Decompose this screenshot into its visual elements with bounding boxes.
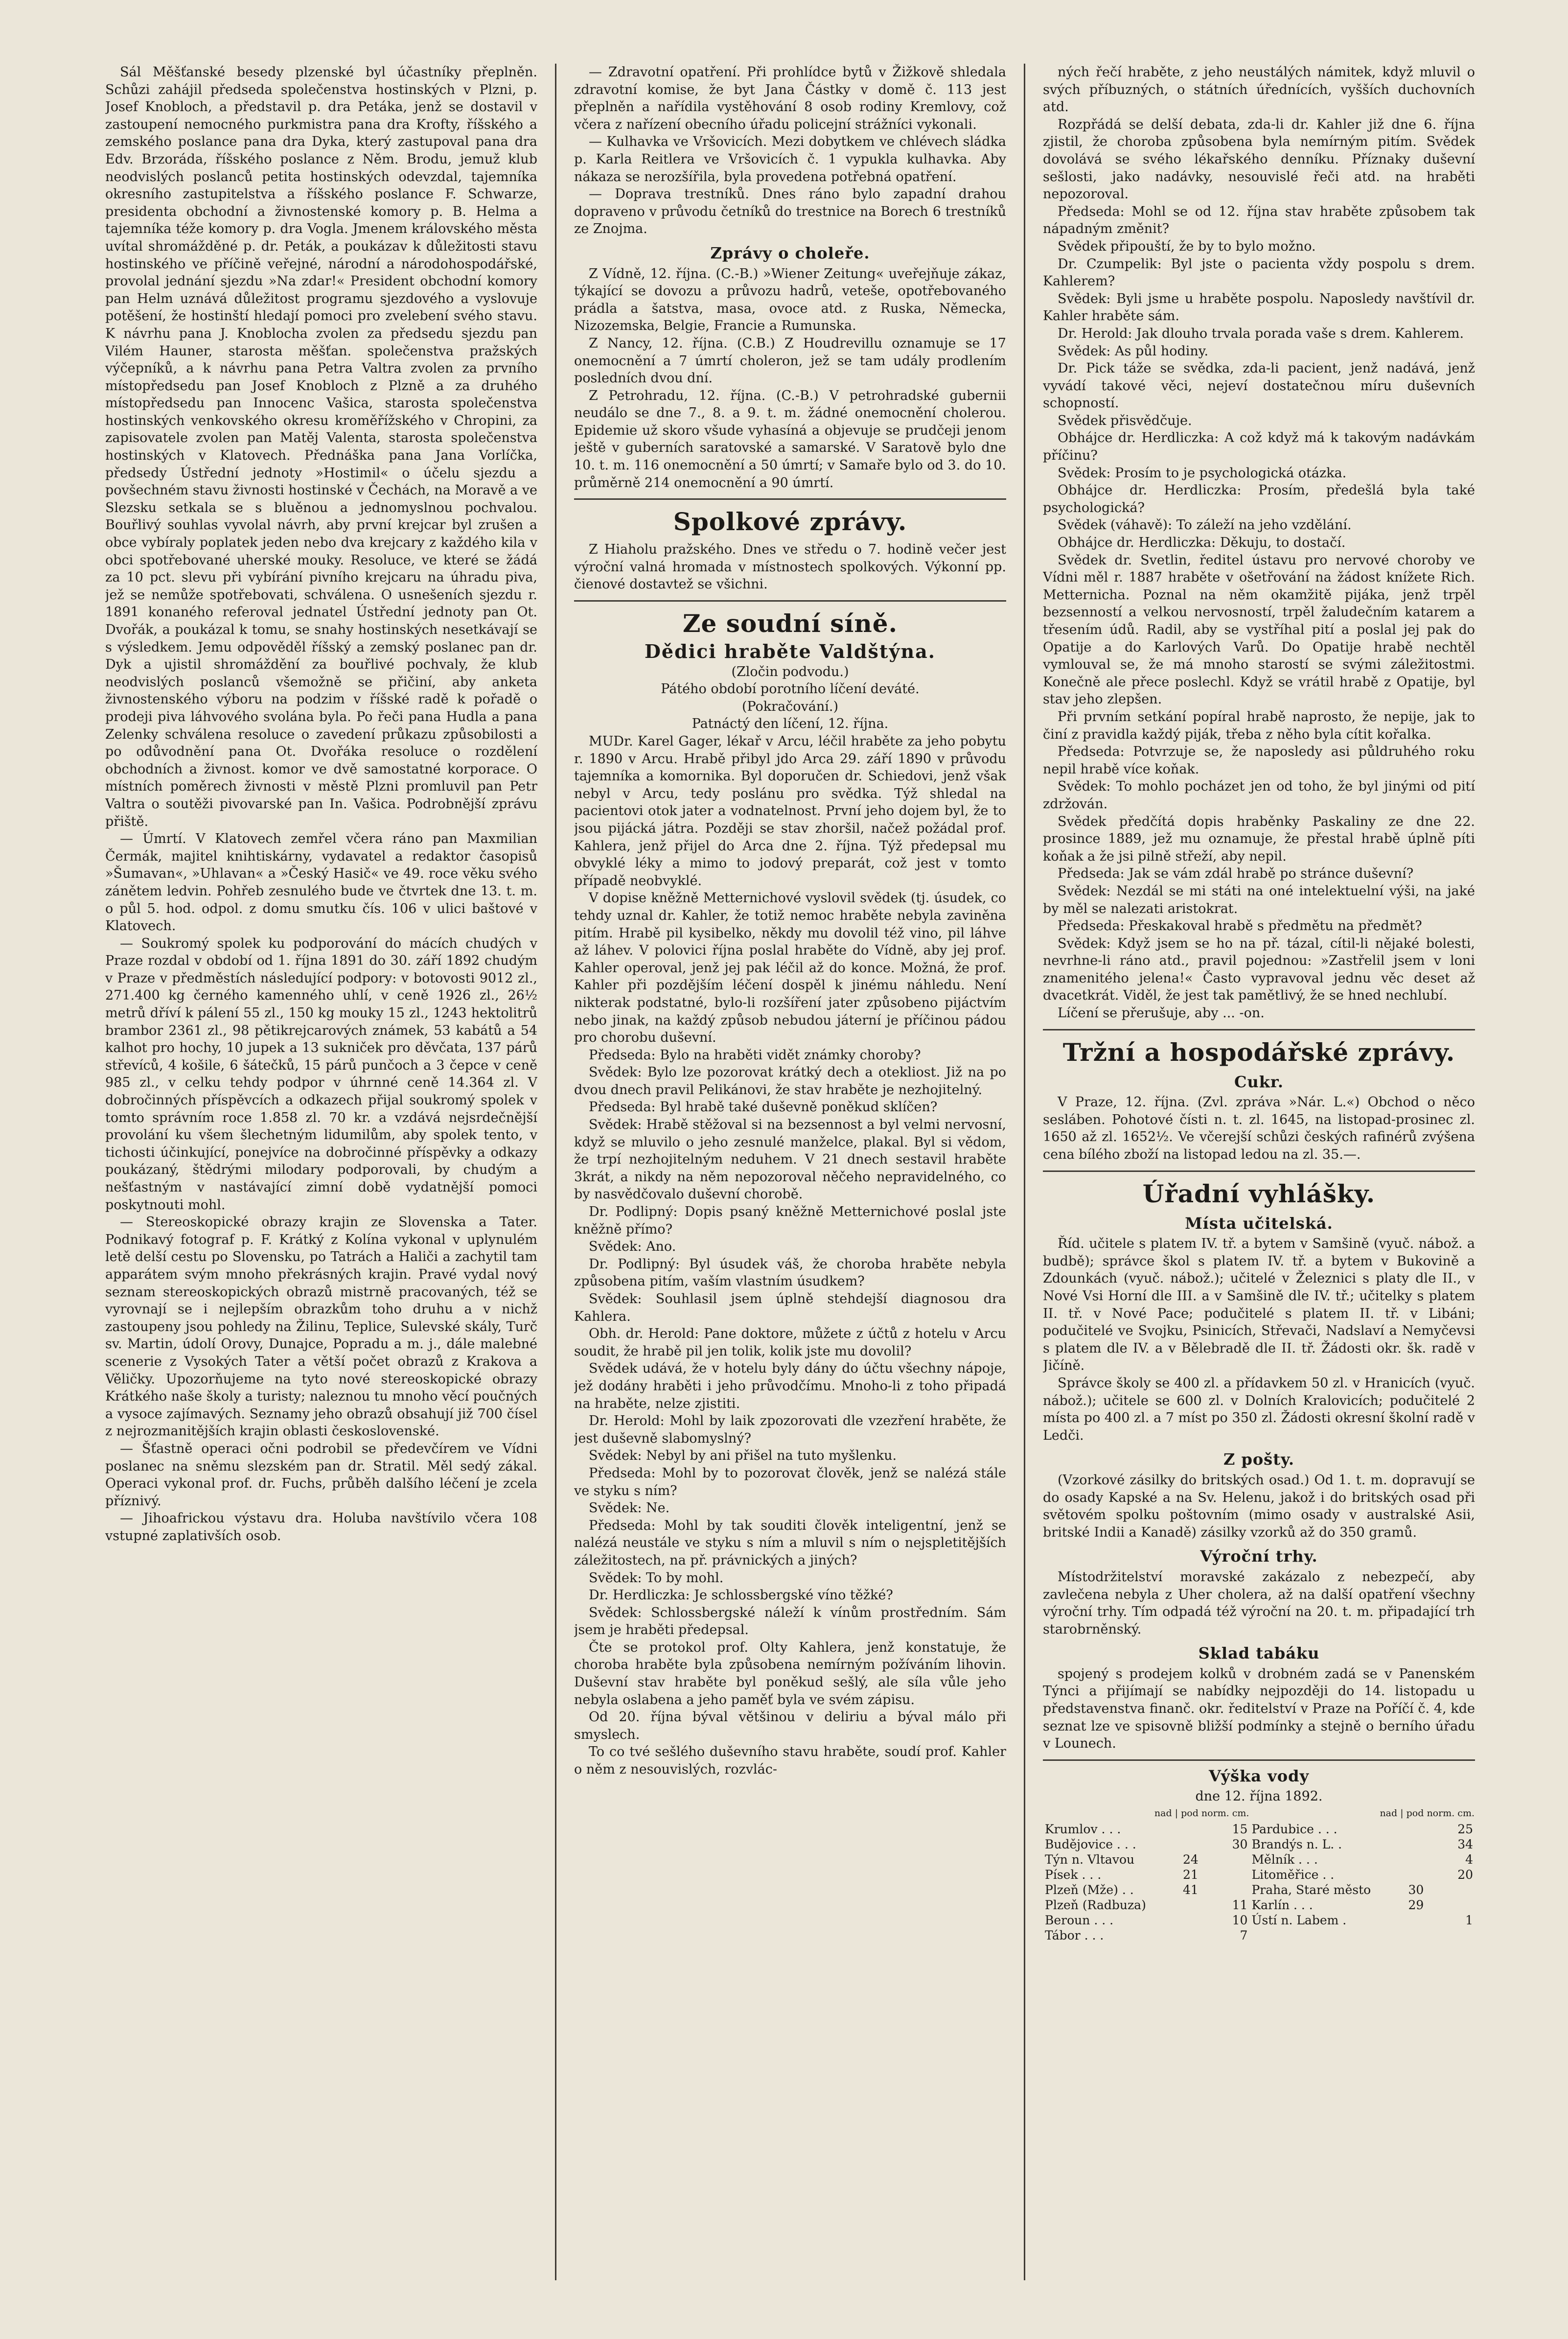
level-value: 7 [1240,1928,1248,1943]
level-value [1377,1837,1426,1852]
level-value [1377,1822,1426,1837]
article-paragraph: Svědek připouští, že by to bylo možno. [1058,238,1316,254]
article-paragraph: Svědek přisvědčuje. [1058,413,1192,428]
level-value [1151,1837,1200,1852]
article-paragraph: Svědek: Ano. [589,1239,676,1255]
article-paragraph: Svědek: Ne. [589,1500,670,1516]
article-paragraph: spojený s prodejem kolků v drobném zadá se v Panenském Týnci a přijímají se nabídky nejpozději do 14. listopadu u představenstva finanč. okr. ředitelství v Praze na Poříčí č. 4, kde seznat lze ve spisovně bližší podmínky a stejně o berního úřadu v Lounech. [1043,1666,1475,1752]
level-value: 15 [1232,1822,1248,1837]
article-paragraph: Z Nancy, 12. října. (C.B.) Z Houdrevillu oznamuje se 17 onemocnění a 7 úmrtí choleron, jež se tam udály prodlením posledních dvou dní. [574,335,1006,386]
article-paragraph: Z Petrohradu, 12. října. (C.-B.) V petrohradské gubernii neudálo se dne 7., 8. a 9. t. m. žádné onemocnění cholerou. Epidemie už skoro všude vyhasíná a objevuje se prudčeji jenom ještě v guberních saratovské a samarské. V Saratově bylo dne 10. t. m. 116 onemocnění a 50 úmrtí; v Samaře bylo od 3. do 10. průměrně 214 onemocnění a 90 úmrtí. [574,388,1006,491]
level-value: 41 [1182,1883,1199,1897]
article-paragraph: Svědek: To by mohl. [589,1570,724,1586]
section-rule [574,600,1006,602]
level-value [1426,1928,1475,1943]
station-name: Budějovice . . . [1045,1837,1136,1852]
article-paragraph: Svědek: Souhlasil jsem úplně stehdejší diagnosou dra Kahlera. [574,1291,1006,1324]
centered-line: Patnáctý den líčení, 12. října. [692,716,889,732]
article-paragraph: Svědek: Když jsem se ho na př. tázal, cítil-li nějaké bolesti, nevrhne-li ráno atd., pravil pojednou: »Zastřelil jsem v loni znamenitého jelena!« Často vypravoval jednu věc deset až dvacetkrát. Viděl, že jest tak pamětlivý, že se hned nechlubí. [1043,936,1475,1004]
station-name: Písek . . . [1045,1868,1102,1882]
section-rule [574,498,1006,500]
section-heading: Dědici hraběte Valdštýna. [644,640,936,663]
article-paragraph: Předseda: Mohl by to pozorovat člověk, jenž se nalézá stále ve styku s ním? [574,1465,1006,1498]
station-name: Beroun . . . [1045,1913,1114,1928]
article-paragraph: Obhájce dr. Herdliczka: Prosím, předešlá byla také psychologická? [1043,483,1475,515]
section-heading: Z pošty. [1223,1450,1295,1469]
column-1 [105,64,537,2280]
article-paragraph: Předseda: Potvrzuje se, že naposledy asi půldruhého roku nepil hrabě více koňak. [1043,744,1475,777]
level-value [1377,1928,1426,1943]
level-value [1426,1897,1475,1913]
level-value [1200,1852,1250,1867]
table-row [1043,1852,1475,1867]
section-heading: Úřadní vyhlášky. [1142,1179,1376,1208]
article-paragraph: Z Vídně, 12. října. (C.-B.) »Wiener Zeitung« uveřejňuje zákaz, týkající se dovozu a průvozu hadrů, veteše, opotřebovaného prádla a šatstva, masa, ovoce atd. z Ruska, Německa, Nizozemska, Belgie, Francie a Rumunska. [574,266,1006,334]
table-row [1043,1928,1475,1943]
article-paragraph: Sál Měšťanské besedy plzenské byl účastníky přeplněn. Schůzi zahájil předseda společenstva hostinských v Plzni, p. Josef Knobloch, a představil p. dra Petáka, jenž se dostavil v zastoupení nemocného purkmistra pana dra Krofty, říšského a zemského poslance pana dra Dyka, který zastupoval pana dra Edv. Brzoráda, říšského poslance z Něm. Brodu, jemuž klub neodvislých poslanců petita hostinských odevzdal, tajemníka okresního zastupitelstva a říšského poslance F. Schwarze, presidenta obchodní a živnostenské komory p. B. Helma a tajemníka téže komory p. dra Vogla. Jmenem královského města uvítal shromážděné p. dr. Peták, a poukázav k důležitosti stavu hostinského ve příčině veřejné, národní a národohospodářské, provolal jednání sjezdu »Na zdar!« President obchodní komory pan Helm uznává důležitost programu sjezdového a vyslovuje potěšení, že hostinští hledají pomoci pro zvelebení svého stavu. K návrhu pana J. Knoblocha zvolen za předsedu sjezdu pan Vilém Hauner, starosta měšťan. společenstva pražských výčepníků, a k návrhu pana Petra Valtra zvolen za prvního místopředsedu pan Josef Knobloch z Plzně a za druhého místopředsedu pan Innocenc Vašica, starosta společenstva hostinských venkovského okresu kroměřížského v Chropini, za zapisovatele zvolen pan Matěj Valenta, starosta společenstva hostinských v Klatovech. Přednáška pana Jana Vorlíčka, předsedy Ústřední jednoty »Hostimil« o účelu sjezdu a povšechném stavu živnosti hostinské v Čechách, na Moravě a ve Slezsku setkala se s bluěnou a jednomyslnou pochvalou. Bouřlivý souhlas vyvolal návrh, aby první krejcar byl zrušen a obce vybíraly poplatek jeden nebo dva krejcary z každého kila v obci spotřebované uherské mouky. Resoluce, ve které se žádá za 10 pct. slevu při vybírání pivního krejcaru na úhradu piva, jež se nemůže spotřebovati, schválena. O usnešeních sjezdu r. 1891 konaného referoval jednatel Ústřední jednoty pan Ot. Dvořák, a poukázal k tomu, se snahy hostinských nesetkávají se s výsledkem. Jemu odpověděl říšský a zemský poslanec pan dr. Dyk a ujistil shromáždění za bouřlivé pochvaly, že klub neodvislých poslanců všemožně se přičiní, aby anketa živnostenského výboru na podzim v říšské radě k pořadě o prodeji piva láhvového svolána byla. Po řeči pana Hudla a pana Zelenky schválena resoluce o zavedení průkazu způsobilosti a po odůvodnění pana Ot. Dvořáka resoluce o rozdělení obchodních a živnost. komor ve dvě samostatné korporace. O místních poměrech živnosti v městě Plzni promluvil pan Petr Valtra o soutěži pivovarské pan In. Vašica. Podrobnější zprávu přiště. [105,65,537,829]
article-paragraph: Dr. Podlipný: Byl úsudek váš, že choroba hraběte nebyla způsobena pitím, vaším vlastním úsudkem? [574,1256,1006,1289]
article-paragraph: V Praze, 12. října. (Zvl. zpráva »Nár. L.«) Obchod o něco sesláben. Pohotové čísti n. t. zl. 1645, na listopad-prosinec zl. 1650 až zl. 1652½. Ve včerejší schůzi českých rafinérů zvýšena cena bílého zboží na listopad ledou na zl. 35.—. [1043,1095,1475,1163]
article-paragraph: — Stereoskopické obrazy krajin ze Slovenska a Tater. Podnikavý fotograf p. F. Krátký z Kolína vykonal v uplynulém letě delší cestu po Slovensku, po Tatrách a Haliči a zachytil tam apparátem svým mnoho překrásných krajin. Pravé vydal nový seznam stereoskopických obrazů mistrně pracovaných, též se vyrovnají se i nejlepším obrazkům toho druhu a v nichž zastoupeny jsou pohledy na Žilinu, Teplice, Sulevské skály, Turč sv. Martin, údolí Orovy, Dunajce, Popradu a m. j., dále malebné scenerie z Vysokých Tater a větší počet obrazů z Krakova a Věličky. Upozorňujeme na tyto nové stereoskopické obrazy Krátkého naše školy a turisty; naleznou tu mnoho věcí poučných a vysoce zajímavých. Seznamy jeho obrazů obsahují již 700 čísel z nejrozmanitějších krajin oblasti československé. [105,1215,537,1439]
article-paragraph: — Úmrtí. V Klatovech zemřel včera ráno pan Maxmilian Čermák, majitel knihtiskárny, vydavatel a redaktor časopisů »Šumavan«, »Uhlavan« a »Český Hasič« ve 49. roce věku svého zánětem ledvin. Pohřeb zesnulého bude ve čtvrtek dne 13. t. m. o půl 5. hod. odpol. z domu smutku čís. 106 v ulici baštové v Klatovech. [105,831,537,934]
table-row [1043,1913,1475,1928]
article-paragraph: To co tvé sešlého duševního stavu hraběte, soudí prof. Kahler o něm z nesouvislých, rozvlác- [574,1744,1006,1778]
article-paragraph: — Zdravotní opatření. Při prohlídce bytů v Žižkově shledala zdravotní komise, že byt Jana Částky v domě č. 113 jest přeplněn a nařídila vystěhování 8 osob rodiny Kremlovy, což včera z nařízení obecního úřadu policejní strážníci vykonali. [574,65,1006,132]
level-value [1151,1822,1200,1837]
article-paragraph: Předseda: Byl hrabě také duševně poněkud sklíčen? [589,1099,938,1115]
section-rule [1043,1170,1475,1172]
table-row [1043,1882,1475,1897]
level-value [1200,1867,1250,1882]
station-name: Tábor . . . [1045,1928,1104,1943]
column-2 [574,64,1006,2280]
article-paragraph: Svědek (váhavě): To záleží na jeho vzdělání. [1058,517,1352,533]
level-value [1377,1852,1426,1867]
article-paragraph: Předseda: Mohl se od 12. října stav hraběte způsobem tak nápadným změnit? [1043,204,1475,237]
article-paragraph: Obh. dr. Herold: Pane doktore, můžete z účtů z hotelu v Arcu soudit, že hrabě pil jen tolik, kolik jste mu dovolil? [574,1326,1006,1359]
section-heading: Zprávy o choleře. [710,243,870,262]
table-row [1043,1897,1475,1913]
level-value: 30 [1408,1883,1424,1897]
level-value [1200,1882,1250,1897]
station-name: Litoměřice . . [1251,1868,1335,1882]
article-paragraph: Svědek: Nezdál se mi státi na oné intelektuelní výši, na jaké by měl se nalezati aristokrat. [1043,883,1475,916]
article-paragraph: Říd. učitele s platem IV. tř. a bytem v Samšině (vyuč. nábož. a budbě); správce škol s platem IV. tř. a bytem v Bukovině a Zdounkách (vyuč. nábož.); učitelé v Železnici s platy dle II., v Nové Vsi Horní dle III. a v Samšině dle IV. tř.; učitelky s platem II. tř. v Nové Pace; podučitelé s platem II. tř. v Libáni; podučitelé ve Svojku, Psinicích, Střevači, Nadslaví a Nemyčevsi s platem dle IV. a v Bělebradě dle II. tř. Žádosti okr. šk. radě v Jičíně. [1043,1236,1475,1374]
section-heading: Tržní a hospodářské zprávy. [1062,1037,1455,1067]
article-paragraph: Svědek: As půl hodiny. [1058,343,1209,359]
article-paragraph: Místodržitelství moravské zakázalo z nebezpečí, aby zavlečena nebyla z Uher cholera, až na další opatření všechny výroční trhy. Tím odpadá též výroční na 20. t. m. připadající trh starobrněnský. [1043,1569,1475,1637]
article-paragraph: Dr. Czumpelik: Byl jste o pacienta vždy pospolu s drem. Kahlerem? [1043,256,1475,289]
table-row [1043,1822,1475,1837]
article-paragraph: — Šťastně operaci očni podrobil se předevčírem ve Vídni poslanec na sněmu slezském pan dr. Stratil. Měl sedý zákal. Operaci vykonal prof. dr. Fuchs, průběh dalšího léčení je zcela příznivý. [105,1441,537,1509]
table-header: nad | pod norm. cm. [1154,1808,1249,1819]
section-heading: Ze soudní síně. [683,609,898,638]
article-paragraph: — Jihoafrickou výstavu dra. Holuba navštívilo včera 108 vstupné zaplativších osob. [105,1511,537,1544]
table-row [1043,1837,1475,1852]
article-paragraph: — Doprava trestníků. Dnes ráno bylo zapadní drahou dopraveno v průvodu četníků do trestnice na Borech 6 trestníků ze Znojma. [574,187,1006,237]
section-heading: Místa učitelská. [1185,1214,1333,1233]
level-value: 11 [1232,1898,1248,1913]
article-paragraph: Svědek: Schlossbergské náleží k vínům prostředním. Sám jsem je hraběti předepsal. [574,1605,1006,1638]
article-paragraph: Svědek: Byli jsme u hraběte pospolu. Naposledy navštívil dr. Kahler hraběte sám. [1043,291,1475,324]
article-paragraph: — Soukromý spolek ku podporování do mácích chudých v Praze rozdal v období od 1. října 1891 do 30. září 1892 chudým v Praze v předměstích následující podpory: v botovosti 9012 zl., 271.400 kg černého kamenného uhlí, v ceně 1926 zl., 26½ metrů dříví k pálení 55 zl., 150 kg mouky 15 zl., 1243 hektolitrů brambor 2361 zl., 98 pětikrejcarových známek, 53 kabátů a 54 kalhot pro hochy, 10 jupek a 13 sukniček pro děvčata, 137 párů střevíců, 4 košile, 6 šátečků, 15 párů punčoch a 3 čepce v ceně 985 zl., v celku tehdy podpor v úhrnné ceně 14.364 zl. V dobročinných příspěvcích a odkazech přijal soukromý spolek v tomto správním roce 1.858 zl. 70 kr. a vzdává nejsrdečnější provolání ku všem šlechetným lidumilům, aby spolek tento, v tichosti účinkující, ponejvíce na dobročinné příspěvky a odkazy poukázaný, štědrými milodary podporovali, by chudým a nešťastným v nastávající zimní době vydatnější pomoci poskytnouti mohl. [105,936,537,1213]
station-name: Ústí n. Labem . [1251,1913,1347,1928]
level-value: 20 [1457,1868,1473,1882]
station-name: Týn n. Vltavou [1045,1852,1135,1867]
level-value: 21 [1182,1868,1199,1882]
table-row [1043,1867,1475,1882]
article-paragraph: ných řečí hraběte, z jeho neustálých námitek, když mluvil o svých příbuzných, o státních úřednících, vyšších duchovních atd. [1043,65,1475,115]
level-value: 24 [1182,1852,1199,1867]
level-value: 10 [1232,1913,1248,1928]
article-paragraph: Od 20. října býval většinou v deliriu a býval málo při smyslech. [574,1709,1006,1742]
article-paragraph: — Kulhavka ve Vršovicích. Mezi dobytkem ve chlévech sládka p. Karla Reitlera ve Vršovicích č. 1 vypukla kulhavka. Aby nákaza se nerozšířila, byla provedena potřebná opatření. [574,134,1006,185]
article-paragraph: Rozpřádá se delší debata, zda-li dr. Kahler již dne 6. října zjistil, že choroba způsobena byla nemírným pitím. Svědek dovolává se svého lékařského denníku. Příznaky duševní sešlosti, jako nadávky, nesouvislé řeči atd. na hraběti nepozoroval. [1043,117,1475,202]
article-paragraph: Správce školy se 400 zl. a přídavkem 50 zl. v Hranicích (vyuč. nábož.); učitele se 600 zl. v Dolních Kralovicích; podučitelé 2 místa po 400 zl. a 7 míst po 350 zl. Žádosti okresní školní radě v Ledči. [1043,1375,1475,1443]
water-level-table [1043,1805,1475,1943]
article-paragraph: (Vzorkové zásilky do britských osad.) Od 1. t. m. dopravují se do osady Kapské a na Sv. Helenu, jakož i do britských osad při světovém spolku poštovním (mimo osady v australské Asii, britské Indii a Kanadě) zásilky vzorků až do 350 gramů. [1043,1472,1475,1540]
station-name: Brandýs n. L. . [1251,1837,1342,1852]
level-value: 30 [1232,1837,1248,1852]
article-paragraph: Předseda: Bylo na hraběti vidět známky choroby? [589,1047,921,1063]
article-paragraph: Dr. Pick táže se svědka, zda-li pacient, jenž nadává, jenž vyvádí takové věci, nejeví dostatečnou míru duševních schopností. [1043,361,1475,411]
level-value [1151,1928,1200,1943]
level-value: 1 [1465,1913,1473,1928]
article-paragraph: MUDr. Karel Gager, lékař v Arcu, léčil hraběte za jeho pobytu r. 1890 v Arcu. Hrabě přibyl jdo Arca 29. září 1890 v průvodu tajemníka a komornika. Byl doporučen dr. Schiedovi, jenž však nebyl v Arcu, tedy poslánu pro svědka. Týž shledal na pacientovi otok jater a vodnatelnost. První jeho dojem byl, že to jsou pijácká játra. Později se stav zhoršil, načež požádal prof. Kahlera, jenž přijel do Arca dne 2. října. Týž předepsal mu obvyklé léky a mimo to jodový preparát, což jest v tomto případě neobvyklé. [574,734,1006,889]
article-paragraph: Líčení se přerušuje, aby ... -on. [1058,1006,1265,1021]
column-divider [1024,64,1025,2280]
level-value [1151,1913,1200,1928]
level-value [1377,1913,1426,1928]
section-rule [1043,1029,1475,1030]
article-paragraph: Dr. Herold: Mohl by laik zpozorovati dle vzezření hraběte, že jest duševně slabomyslný? [574,1413,1006,1446]
article-paragraph: Předseda: Jak se vám zdál hrabě po stránce duševní? [1058,866,1414,882]
station-name [1249,1928,1376,1943]
station-name: Pardubice . . . [1251,1822,1337,1837]
table-header: nad | pod norm. cm. [1380,1808,1475,1819]
level-value [1377,1867,1426,1882]
level-value: 34 [1457,1837,1473,1852]
article-paragraph: Při prvním setkání popíral hrabě naprosto, že nepije, jak to činí z pravidla každý piják, třeba z něho byla cítit kořalka. [1043,709,1475,742]
section-heading: Spolkové zprávy. [673,507,907,537]
article-paragraph: Předseda: Přeskakoval hrabě s předmětu na předmět? [1058,918,1422,934]
station-name: Karlín . . . [1251,1898,1313,1913]
column-3 [1043,64,1475,2280]
section-rule [1043,1759,1475,1761]
article-paragraph: Svědek udává, že v hotelu byly dány do účtu všechny nápoje, jež dodány hraběti i jeho průvodčímu. Mnoho-li z toho připadá na hraběte, nelze zjistiti. [574,1361,1006,1411]
centered-line: (Zločin podvodu.) [731,664,849,679]
station-name: Plzeň (Radbuza) [1045,1898,1146,1913]
article-paragraph: Svědek: Bylo lze pozorovat krátký dech a otekliost. Již na po dvou dnech pravil Pelikánovi, že stav hraběte je nezhojitelný. [574,1065,1006,1098]
article-paragraph: Svědek: Nebyl by ani přišel na tuto myšlenku. [589,1448,897,1464]
centered-line: (Pokračování.) [741,699,839,714]
station-name: Plzeň (Mže) . . [1045,1883,1134,1897]
level-value: 29 [1408,1898,1424,1913]
article-paragraph: Dr. Podlipný: Dopis psaný kněžně Metternichové poslal jste kněžně přímo? [574,1204,1006,1237]
article-paragraph: Čte se protokol prof. Olty Kahlera, jenž konstatuje, že choroba hraběte byla způsobena nemírným požíváním lihovin. Duševní stav hraběte byl poněkud sešlý, ale síla vůle jeho nebyla oslabena a jeho paměť byla ve svém zápisu. [574,1639,1006,1707]
article-paragraph: Dr. Herdliczka: Je schlossbergské víno těžké? [589,1588,893,1603]
article-paragraph: Předseda: Mohl by tak souditi člověk inteligentní, jenž se nalézá neustále ve styku s ním a mluvil s ním o nejspletitějších záležitostech, na př. právnických a jiných? [574,1518,1006,1568]
level-value: 4 [1465,1852,1473,1867]
level-value: 25 [1457,1822,1473,1837]
centered-line: dne 12. října 1892. [1195,1789,1323,1804]
article-paragraph: Svědek: To mohlo pocházet jen od toho, že byl jinými od pití zdržován. [1043,779,1475,812]
section-heading: Výroční trhy. [1200,1547,1318,1566]
section-heading: Cukr. [1234,1072,1284,1091]
article-paragraph: Dr. Herold: Jak dlouho trvala porada vaše s drem. Kahlerem. [1058,326,1464,341]
article-paragraph: Svědek: Prosím to je psychologická otázka. [1058,465,1347,481]
article-paragraph: Svědek předčítá dopis hraběnky Paskaliny ze dne 22. prosince 1889, jež mu oznamuje, že přestal hrabě úplně píti koňak a že jsi pilně střeží, aby nepil. [1043,814,1475,864]
centered-line: Pátého období porotního líčení deváté. [661,681,920,697]
level-value [1426,1882,1475,1897]
article-paragraph: Z Hiaholu pražského. Dnes ve středu o 7. hodině večer jest výroční valná hromada v místnostech spolkových. Výkonní pp. čienové dostavtež se všichni. [574,542,1006,592]
station-name: Mělník . . . [1251,1852,1318,1867]
level-value [1151,1897,1200,1913]
section-heading: Výška vody [1208,1766,1310,1785]
section-heading: Sklad tabáku [1198,1644,1320,1663]
article-paragraph: Obhájce dr. Herdliczka: Děkuju, to dostačí. [1058,535,1346,551]
station-name: Krumlov . . . [1045,1822,1121,1837]
article-paragraph: Svědek dr. Svetlin, ředitel ústavu pro nervové choroby ve Vídni měl r. 1887 hraběte v ošetřování na žádost knížete Rich. Metternicha. Poznal na něm okamžitě pijáka, jenž trpěl bezsenností a velkou nervosností, trpěl žaludečním katarem a třesením údů. Radil, aby se vystříhal pití a poslal jej pak do Opatije a do Karlových Varů. Do Opatije hrabě nechtěl vymlouval se, že má mnoho starostí se svými záležitostmi. Konečně ale přece poslechl. Když se vrátil hrabě z Opatije, byl stav jeho zlepšen. [1043,552,1475,707]
article-paragraph: Svědek: Hrabě stěžoval si na bezsennost a byl velmi nervosní, když se mluvilo o jeho zesnulé manželce, plakal. Byl si vědom, že trpí nezhojitelným neduhem. V 21 dnech sestavil hraběte 3krát, a nikdy na něm nepozoroval něčeho nepravidelného, co by nasvědčovalo duševní chorobě. [574,1117,1006,1202]
article-paragraph: V dopise kněžně Metternichové vyslovil svědek (tj. úsudek, co tehdy uznal dr. Kahler, že totiž nemoc hraběte nebyla zaviněna pitím. Hrabě pil kysibelko, někdy mu dovolil též vino, pil láhve až láhev. V polovici října poslal hraběte do Vídně, aby jej prof. Kahler operoval, jenž jej pak léčil až do konce. Možná, že prof. Kahler při pozdějším léčení dospěl k jinému náhledu. Není nikterak podstatné, bylo-li rozšíření jater způsobeno pijáctvím nebo jinak, na každý způsob nebudou játerní je příčinou pádou pro chorobu duševní. [574,890,1006,1046]
article-paragraph: Obhájce dr. Herdliczka: A což když má k takovým nadávkám příčinu? [1043,430,1475,464]
column-divider [555,64,556,2280]
station-name: Praha, Staré město [1251,1883,1371,1897]
